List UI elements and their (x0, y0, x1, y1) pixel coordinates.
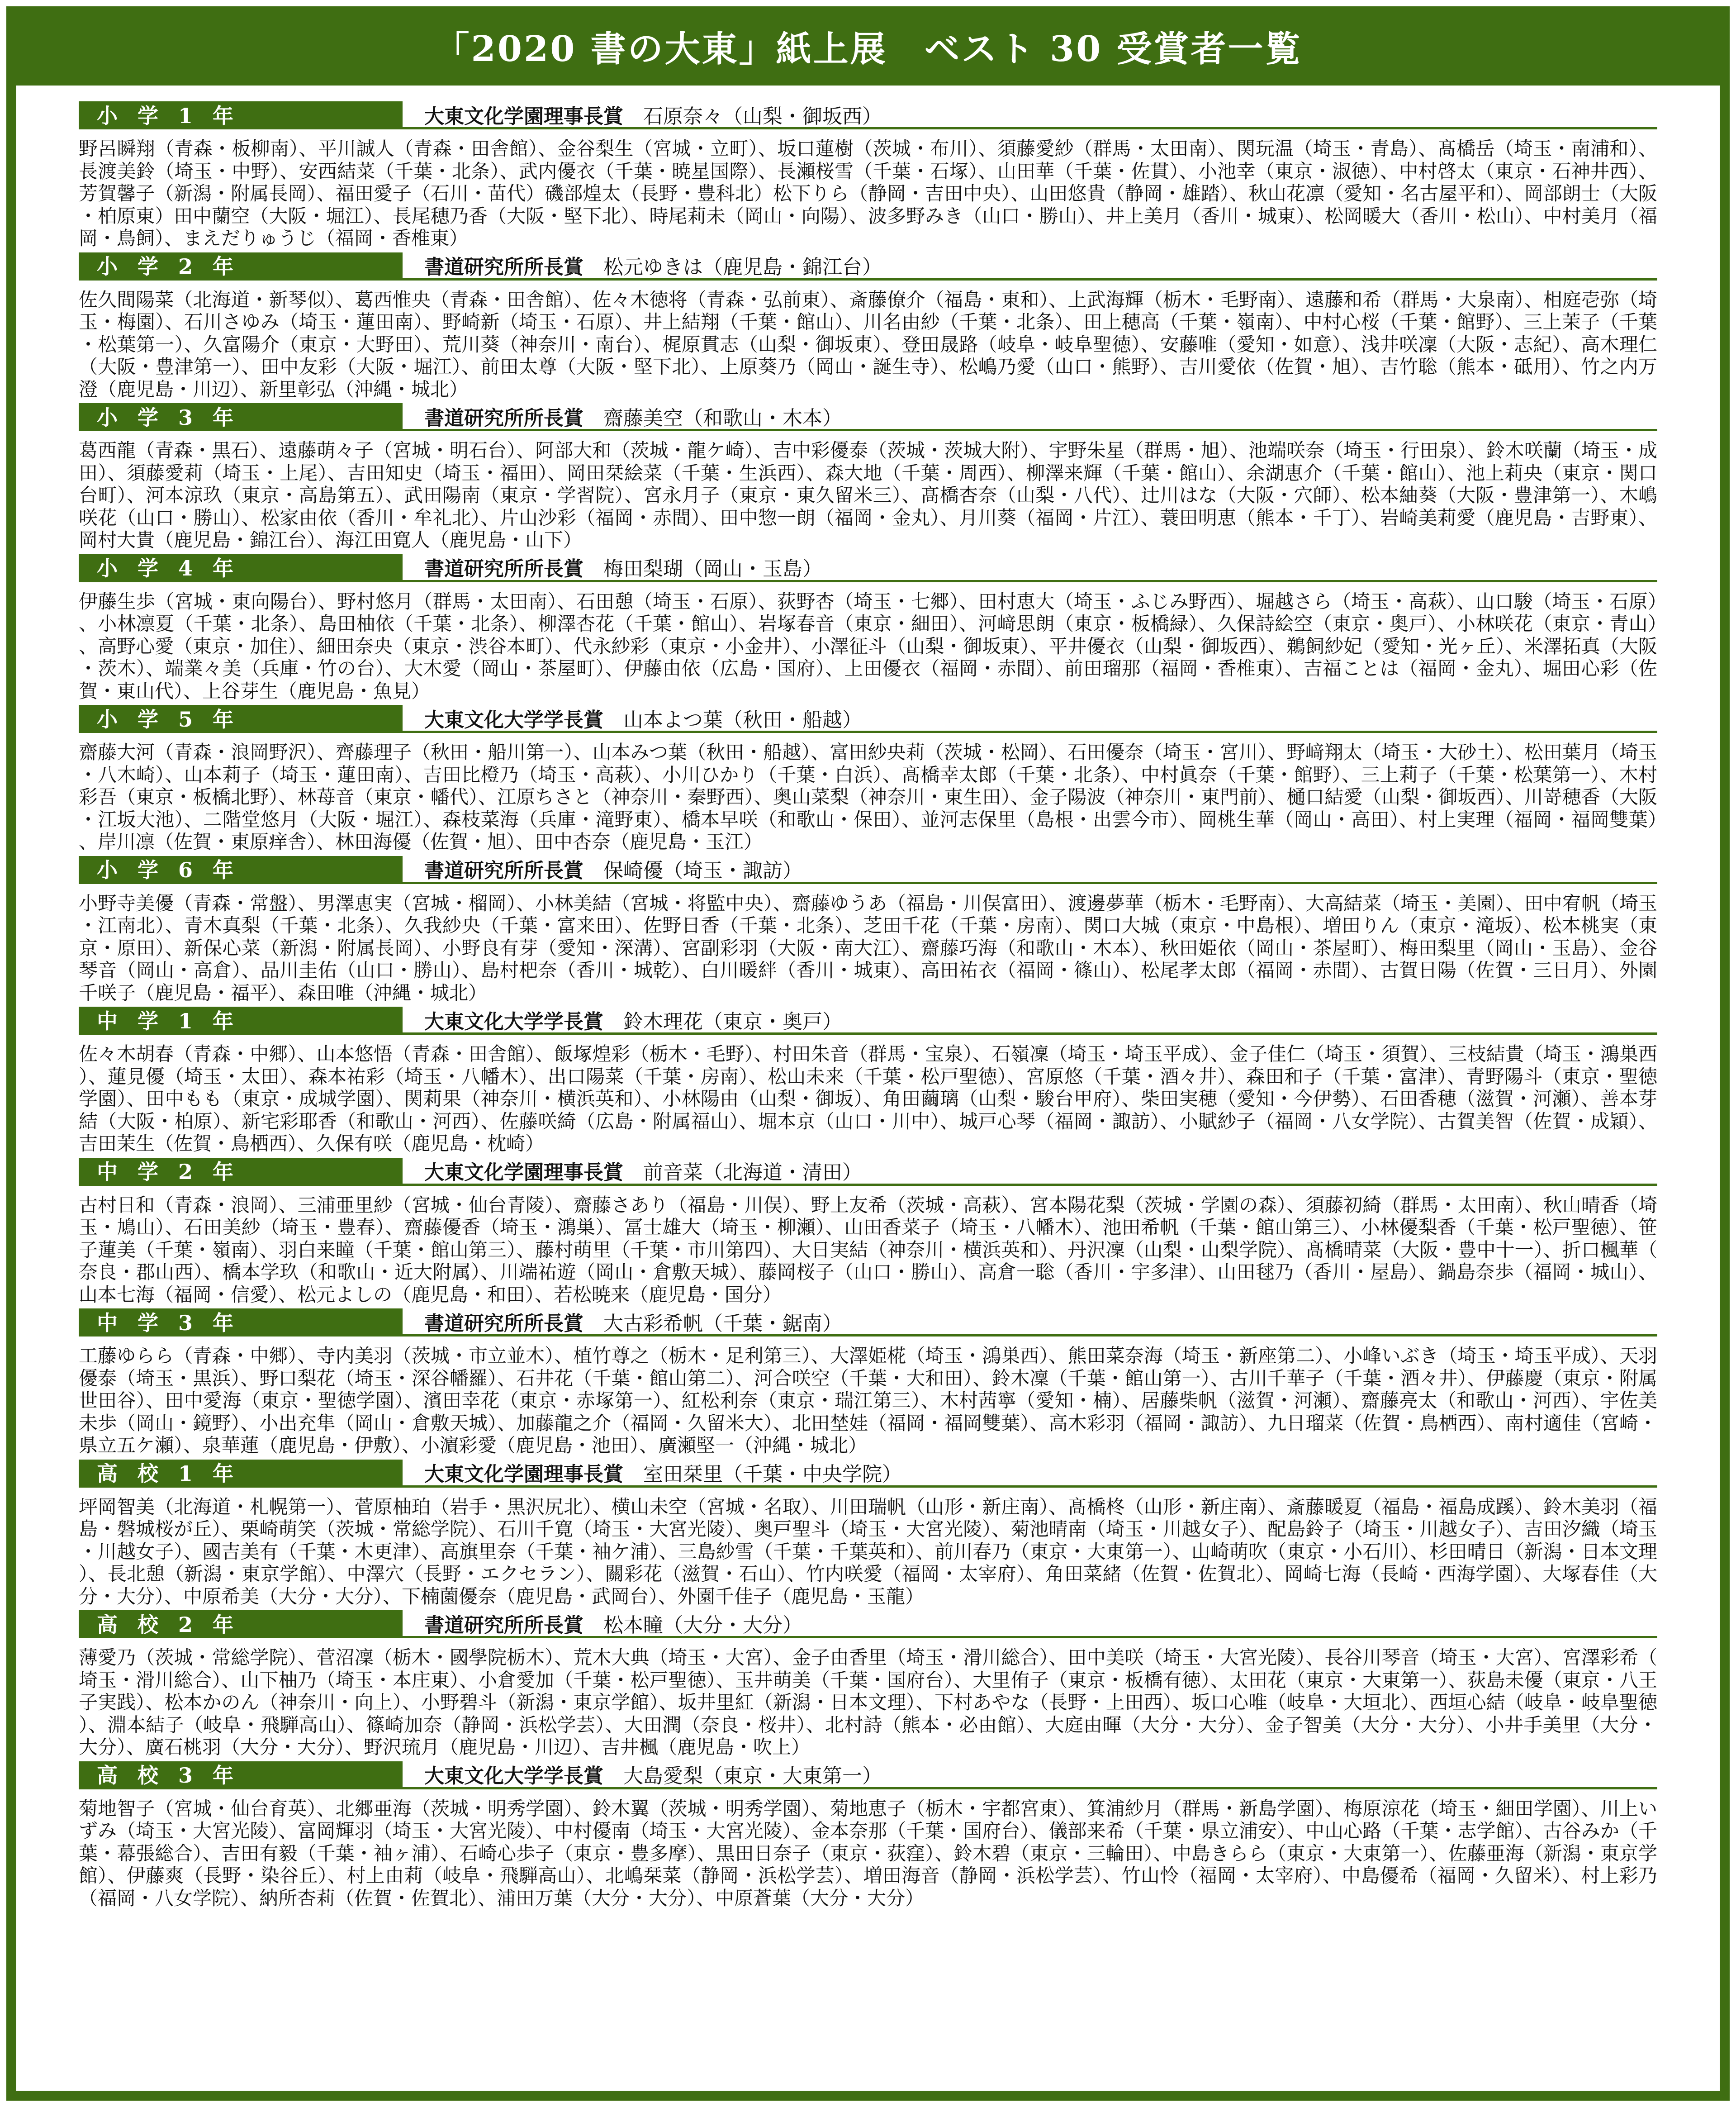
award-winner: 梅田梨瑚（岡山・玉島） (603, 557, 822, 580)
winners-list: 葛西龍（青森・黒石）、遠藤萌々子（宮城・明石台）、阿部大和（茨城・龍ケ崎）、吉中彩優泰（茨城・茨城大附）、宇野朱星（群馬・旭）、池端咲奈（埼玉・行田泉）、鈴木咲蘭（埼玉・成田）、須藤愛莉（埼玉・上尾）、吉田知史（埼玉・福田）、岡田栞絵菜（千葉・生浜西）、森大地（千葉・周西）、柳澤来輝（千葉・館山）、余湖恵介（千葉・館山）、池上莉央（東京・関口台町）、河本涼玖（東京・高島第五）、武田陽南（東京・学習院）、宮永月子（東京・東久留米三）、髙橋杏奈（山梨・八代）、辻川はな（大阪・穴師）、松本紬葵（大阪・豊津第一）、木嶋咲花（山口・勝山）、松家由依（香川・牟礼北）、片山沙彩（福岡・赤間）、田中惣一朗（福岡・金丸）、月川葵（福岡・片江）、蓑田明恵（熊本・千丁）、岩崎美莉愛（鹿児島・吉野東）、岡村大貴（鹿児島・錦江台）、海江田寛人（鹿児島・山下） (79, 439, 1657, 551)
award-line (403, 1460, 902, 1485)
award-line (403, 856, 802, 882)
award-line (403, 1007, 842, 1032)
grade-section (79, 554, 1657, 705)
winners-list: 薄愛乃（茨城・常総学院）、菅沼凜（栃木・國學院栃木）、荒木大典（埼玉・大宮）、金子由香里（埼玉・滑川総合）、田中美咲（埼玉・大宮光陵）、長谷川琴音（埼玉・大宮）、宮澤彩希（埼玉・滑川総合）、山下柚乃（埼玉・本庄東）、小倉愛加（千葉・松戸聖徳）、玉井萌美（千葉・国府台）、大里侑子（東京・板橋有徳）、太田花（東京・大東第一）、荻島未優（東京・八王子実践）、松本かのん（神奈川・向上）、小野碧斗（新潟・東京学館）、坂井里紅（新潟・日本文理）、下村あやな（長野・上田西）、坂口心唯（岐阜・大垣北）、西垣心結（岐阜・岐阜聖徳）、淵本結子（岐阜・飛騨高山）、篠崎加奈（静岡・浜松学芸）、大田潤（奈良・桜井）、北村詩（熊本・必由館）、大庭由暉（大分・大分）、金子智美（大分・大分）、小井手美里（大分・大分）、廣石桃羽（大分・大分）、野沢琉月（鹿児島・川辺）、吉井楓（鹿児島・吹上） (79, 1646, 1657, 1758)
winners-list: 小野寺美優（青森・常盤）、男澤恵実（宮城・榴岡）、小林美結（宮城・将監中央）、齋藤ゆうあ（福島・川俣富田）、渡邊夢華（栃木・毛野南）、大高結菜（埼玉・美園）、田中宥帆（埼玉・江南北）、青木真梨（千葉・北条）、久我紗央（千葉・富来田）、佐野日香（千葉・北条）、芝田千花（千葉・房南）、関口大城（東京・中島根）、増田りん（東京・滝坂）、松本桃実（東京・原田）、新保心菜（新潟・附属長岡）、小野良有芽（愛知・深溝）、宮副彩羽（大阪・南大江）、齋藤巧海（和歌山・木本）、秋田姫依（岡山・茶屋町）、梅田梨里（岡山・玉島）、金谷琴音（岡山・高倉）、品川圭佑（山口・勝山）、島村杷奈（香川・城乾）、白川暖絆（香川・城東）、高田祐衣（福岡・篠山）、松尾孝太郎（福岡・赤間）、古賀日陽（佐賀・三日月）、外園千咲子（鹿児島・福平）、森田唯（沖縄・城北） (79, 892, 1657, 1004)
award-winner: 山本よつ葉（秋田・船越） (623, 708, 862, 732)
winners-list: 佐々木胡春（青森・中郷）、山本悠悟（青森・田舎館）、飯塚煌彩（栃木・毛野）、村田朱音（群馬・宝泉）、石嶺凜（埼玉・埼玉平成）、金子佳仁（埼玉・須賀）、三枝結貴（埼玉・鴻巣西）、蓮見優（埼玉・太田）、森本祐彩（埼玉・八幡木）、出口陽菜（千葉・房南）、松山未来（千葉・松戸聖徳）、宮原悠（千葉・酒々井）、森田和子（千葉・富津）、青野陽斗（東京・聖徳学園）、田中もも（東京・成城学園）、関莉果（神奈川・横浜英和）、小林陽由（山梨・御坂）、角田繭璃（山梨・駿台甲府）、柴田実穂（愛知・今伊勢）、石田香穂（滋賀・河瀬）、善本芽結（大阪・柏原）、新宅彩耶香（和歌山・河西）、佐藤咲綺（広島・附属福山）、堀本京（山口・川中）、城戸心琴（福岡・諏訪）、小賦紗子（福岡・八女学院）、古賀美智（佐賀・成穎）、吉田茉生（佐賀・鳥栖西）、久保有咲（鹿児島・枕崎） (79, 1043, 1657, 1155)
grade-label: 小 学 6 年 (79, 856, 403, 882)
award-name: 大東文化大学学長賞 (424, 1765, 603, 1788)
grade-section (79, 403, 1657, 554)
award-name: 書道研究所所長賞 (424, 406, 583, 430)
award-line (403, 101, 882, 127)
section-header (79, 1158, 1657, 1186)
section-header (79, 1610, 1657, 1638)
award-name: 書道研究所所長賞 (424, 1613, 583, 1637)
award-winner: 室田栞里（千葉・中央学院） (643, 1463, 902, 1486)
grade-label: 高 校 1 年 (79, 1460, 403, 1485)
award-line (403, 705, 862, 731)
section-header (79, 705, 1657, 733)
grade-section (79, 252, 1657, 404)
award-line (403, 252, 882, 278)
section-header (79, 1761, 1657, 1789)
section-header (79, 252, 1657, 281)
award-name: 書道研究所所長賞 (424, 256, 583, 279)
award-winner: 齋藤美空（和歌山・木本） (603, 406, 842, 430)
award-winner: 松元ゆきは（鹿児島・錦江台） (603, 256, 882, 279)
award-name: 大東文化大学学長賞 (424, 708, 603, 732)
award-winner: 鈴木理花（東京・奥戸） (623, 1010, 842, 1033)
grade-section (79, 101, 1657, 252)
grade-section (79, 1308, 1657, 1460)
award-name: 大東文化学園理事長賞 (424, 105, 623, 128)
award-line (403, 1158, 862, 1184)
award-winner: 大古彩希帆（千葉・鋸南） (603, 1312, 842, 1335)
grade-section (79, 705, 1657, 856)
award-line (403, 1610, 802, 1636)
award-line (403, 554, 822, 580)
winners-list: 佐久間陽菜（北海道・新琴似）、葛西惟央（青森・田舎館）、佐々木徳将（青森・弘前東）、斎藤僚介（福島・東和）、上武海輝（栃木・毛野南）、遠藤和希（群馬・大泉南）、相庭壱弥（埼玉・梅園）、石川さゆみ（埼玉・蓮田南）、野崎新（埼玉・石原）、井上結翔（千葉・館山）、川名由紗（千葉・北条）、田上穂高（千葉・嶺南）、中村心桜（千葉・館野）、三上茉子（千葉・松葉第一）、久富陽介（東京・大野田）、荒川葵（神奈川・南台）、梶原貫志（山梨・御坂東）、登田晟路（岐阜・岐阜聖徳）、安藤唯（愛知・如意）、浅井咲凜（大阪・志紀）、高木理仁（大阪・豊津第一）、田中友彩（大阪・堀江）、前田太尊（大阪・堅下北）、上原葵乃（岡山・誕生寺）、松嶋乃愛（山口・熊野）、吉川愛依（佐賀・旭）、吉竹聡（熊本・砥用）、竹之内万澄（鹿児島・川辺）、新里彰弘（沖縄・城北） (79, 288, 1657, 400)
content-panel (16, 86, 1720, 2091)
grade-section (79, 1158, 1657, 1309)
winners-list: 坪岡智美（北海道・札幌第一）、菅原柚珀（岩手・黒沢尻北）、横山未空（宮城・名取）、川田瑞帆（山形・新庄南）、髙橋柊（山形・新庄南）、斎藤暖夏（福島・福島成蹊）、鈴木美羽（福島・磐城桜が丘）、栗崎萌笑（茨城・常総学院）、石川千寛（埼玉・大宮光陵）、奥戸聖斗（埼玉・大宮光陵）、菊池晴南（埼玉・川越女子）、配島鈴子（埼玉・川越女子）、吉田汐織（埼玉・川越女子）、國吉美有（千葉・木更津）、高旗里奈（千葉・袖ケ浦）、三島紗雪（千葉・千葉英和）、前川春乃（東京・大東第一）、山崎萌吹（東京・小石川）、杉田晴日（新潟・日本文理）、長北憩（新潟・東京学館）、中澤穴（長野・エクセラン）、關彩花（滋賀・石山）、竹内咲愛（福岡・太宰府）、角田菜緒（佐賀・佐賀北）、岡崎七海（長崎・西海学園）、大塚春佳（大分・大分）、中原希美（大分・大分）、下楠薗優奈（鹿児島・武岡台）、外園千佳子（鹿児島・玉龍） (79, 1495, 1657, 1608)
award-winner: 大島愛梨（東京・大東第一） (623, 1765, 882, 1788)
section-header (79, 856, 1657, 884)
award-name: 大東文化大学学長賞 (424, 1010, 603, 1033)
grade-label: 中 学 3 年 (79, 1308, 403, 1334)
award-line (403, 1761, 882, 1787)
winners-list: 齋藤大河（青森・浪岡野沢）、齊藤理子（秋田・船川第一）、山本みつ葉（秋田・船越）、富田紗央莉（茨城・松岡）、石田優奈（埼玉・宮川）、野﨑翔太（埼玉・大砂土）、松田葉月（埼玉・八木崎）、山本莉子（埼玉・蓮田南）、吉田比橙乃（埼玉・高萩）、小川ひかり（千葉・白浜）、髙橋幸太郎（千葉・北条）、中村眞奈（千葉・館野）、三上莉子（千葉・松葉第一）、木村彩吾（東京・板橋北野）、林苺音（東京・幡代）、江原ちさと（神奈川・秦野西）、奥山菜梨（神奈川・東生田）、金子陽波（神奈川・東門前）、樋口結愛（山梨・御坂西）、川嵜穂香（大阪・江坂大池）、二階堂悠月（大阪・堀江）、森枝菜海（兵庫・滝野東）、橋本早咲（和歌山・保田）、並河志保里（島根・出雲今市）、岡桃生華（岡山・高田）、村上実理（福岡・福岡雙葉）、岸川凛（佐賀・東原痒舎）、林田海優（佐賀・旭）、田中杏奈（鹿児島・玉江） (79, 741, 1657, 853)
award-name: 書道研究所所長賞 (424, 859, 583, 882)
winners-list: 工藤ゆらら（青森・中郷）、寺内美羽（茨城・市立並木）、植竹尊之（栃木・足利第三）、大澤姫椛（埼玉・鴻巣西）、熊田菜奈海（埼玉・新座第二）、小峰いぶき（埼玉・埼玉平成）、天羽優泰（埼玉・黒浜）、野口梨花（埼玉・深谷幡羅）、石井花（千葉・館山第二）、河合咲空（千葉・大和田）、鈴木凜（千葉・館山第一）、古川千華子（千葉・酒々井）、伊藤慶（東京・附属世田谷）、田中愛海（東京・聖徳学園）、濱田幸花（東京・赤塚第一）、紅松利奈（東京・瑞江第三）、木村茜寧（愛知・楠）、居藤柴帆（滋賀・河瀬）、齋藤亮太（和歌山・河西）、宇佐美未歩（岡山・鏡野）、小出充隼（岡山・倉敷天城）、加藤龍之介（福岡・久留米大）、北田埜娃（福岡・福岡雙葉）、高木彩羽（福岡・諏訪）、九日瑠菜（佐賀・鳥栖西）、南村適佳（宮崎・県立五ケ瀬）、泉華蓮（鹿児島・伊敷）、小濵彩愛（鹿児島・池田）、廣瀬堅一（沖縄・城北） (79, 1345, 1657, 1456)
grade-label: 小 学 5 年 (79, 705, 403, 731)
section-header (79, 403, 1657, 431)
award-name: 書道研究所所長賞 (424, 557, 583, 580)
grade-section (79, 856, 1657, 1007)
grade-label: 小 学 3 年 (79, 403, 403, 429)
award-winner: 保崎優（埼玉・諏訪） (603, 859, 802, 882)
grade-label: 中 学 2 年 (79, 1158, 403, 1184)
award-winner: 前音菜（北海道・清田） (643, 1161, 862, 1184)
grade-section (79, 1460, 1657, 1611)
winners-list: 野呂瞬翔（青森・板柳南）、平川誠人（青森・田舎館）、金谷梨生（宮城・立町）、坂口蓮樹（茨城・布川）、須藤愛紗（群馬・太田南）、関玩温（埼玉・青島）、髙橋岳（埼玉・南浦和）、長渡美鈴（埼玉・中野）、安西結菜（千葉・北条）、武内優衣（千葉・暁星国際）、長瀬桜雪（千葉・石塚）、山田華（千葉・佐貫）、小池幸（東京・淑徳）、中村啓太（東京・石神井西）、芳賀馨子（新潟・附属長岡）、福田愛子（石川・苗代）磯部煌太（長野・豊科北）松下りら（静岡・吉田中央）、山田悠貴（静岡・雄踏）、秋山花凛（愛知・名古屋平和）、岡部朗士（大阪・柏原東）田中蘭空（大阪・堀江）、長尾穂乃香（大阪・堅下北）、時尾莉未（岡山・向陽）、波多野みき（山口・勝山）、井上美月（香川・城東）、松岡暖大（香川・松山）、中村美月（福岡・鳥飼）、まえだりゅうじ（福岡・香椎東） (79, 138, 1657, 249)
award-name: 書道研究所所長賞 (424, 1312, 583, 1335)
winners-list: 伊藤生歩（宮城・東向陽台）、野村悠月（群馬・太田南）、石田憩（埼玉・石原）、荻野杏（埼玉・七郷）、田村恵大（埼玉・ふじみ野西）、堀越さら（埼玉・高萩）、山口駿（埼玉・石原）、小林凛夏（千葉・北条）、島田柚依（千葉・北条）、柳澤杏花（千葉・館山）、岩塚春音（東京・細田）、河﨑思朗（東京・板橋緑）、久保詩絵空（東京・奥戸）、小林咲花（東京・青山）、高野心愛（東京・加住）、細田奈央（東京・渋谷本町）、代永紗彩（東京・小金井）、小澤征斗（山梨・御坂東）、平井優衣（山梨・御坂西）、鵜飼紗妃（愛知・光ヶ丘）、米澤拓真（大阪・茨木）、端業々美（兵庫・竹の台）、大木愛（岡山・茶屋町）、伊藤由依（広島・国府）、上田優衣（福岡・赤間）、前田瑠那（福岡・香椎東）、吉福ことは（福岡・金丸）、堀田心彩（佐賀・東山代）、上谷芽生（鹿児島・魚見） (79, 590, 1657, 702)
award-sections (79, 101, 1657, 1912)
winners-list: 古村日和（青森・浪岡）、三浦亜里紗（宮城・仙台青陵）、齋藤さあり（福島・川俣）、野上友希（茨城・高萩）、宮本陽花梨（茨城・学園の森）、須藤初綺（群馬・太田南）、秋山晴香（埼玉・鳩山）、石田美紗（埼玉・豊春）、齋藤優香（埼玉・鴻巣）、冨士雄大（埼玉・柳瀬）、山田香菜子（埼玉・八幡木）、池田希帆（千葉・館山第三）、小林優梨香（千葉・松戸聖徳）、笹子蓮美（千葉・嶺南）、羽白来瞳（千葉・館山第三）、藤村萌里（千葉・市川第四）、大日実結（神奈川・横浜英和）、丹沢凜（山梨・山梨学院）、髙橋晴菜（大阪・豊中十一）、折口楓華（奈良・郡山西）、橋本学玖（和歌山・近大附属）、川端祐遊（岡山・倉敷天城）、藤岡桜子（山口・勝山）、高倉一聡（香川・宇多津）、山田毬乃（香川・屋島）、鍋島奈歩（福岡・城山）、山本七海（福岡・信愛）、松元よしの（鹿児島・和田）、若松暁来（鹿児島・国分） (79, 1194, 1657, 1306)
grade-label: 高 校 3 年 (79, 1761, 403, 1787)
section-header (79, 1007, 1657, 1035)
section-header (79, 1308, 1657, 1336)
grade-section (79, 1610, 1657, 1761)
award-name: 大東文化学園理事長賞 (424, 1463, 623, 1486)
section-header (79, 554, 1657, 582)
grade-label: 中 学 1 年 (79, 1007, 403, 1032)
page-title: 「2020 書の大東」紙上展 ベスト 30 受賞者一覧 (434, 28, 1302, 70)
grade-label: 小 学 2 年 (79, 252, 403, 278)
grade-label: 小 学 4 年 (79, 554, 403, 580)
award-winner: 石原奈々（山梨・御坂西） (643, 105, 882, 128)
award-line (403, 403, 842, 429)
award-line (403, 1308, 842, 1334)
grade-section (79, 1007, 1657, 1158)
grade-label: 小 学 1 年 (79, 101, 403, 127)
winners-list: 菊地智子（宮城・仙台育英）、北郷亜海（茨城・明秀学園）、鈴木翼（茨城・明秀学園）、菊地恵子（栃木・宇都宮東）、箕浦紗月（群馬・新島学園）、梅原涼花（埼玉・細田学園）、川上いずみ（埼玉・大宮光陵）、富岡輝羽（埼玉・大宮光陵）、中村優南（埼玉・大宮光陵）、金本奈那（千葉・国府台）、儀部来希（千葉・県立浦安）、中山心路（千葉・志学館）、古谷みか（千葉・幕張総合）、吉田有毅（千葉・袖ヶ浦）、石崎心歩子（東京・豊多摩）、黒田日奈子（東京・荻窪）、鈴木碧（東京・三輪田）、中島きらら（東京・大東第一）、佐藤亜海（新潟・東京学館）、伊藤爽（長野・染谷丘）、村上由莉（岐阜・飛騨高山）、北嶋栞菜（静岡・浜松学芸）、増田海音（静岡・浜松学芸）、竹山怜（福岡・太宰府）、中島優希（福岡・久留米）、村上彩乃（福岡・八女学院）、納所杏莉（佐賀・佐賀北）、浦田万葉（大分・大分）、中原蒼葉（大分・大分） (79, 1797, 1657, 1909)
page-frame (6, 6, 1730, 2101)
grade-section (79, 1761, 1657, 1912)
section-header (79, 1460, 1657, 1488)
award-name: 大東文化学園理事長賞 (424, 1161, 623, 1184)
award-winner: 松本瞳（大分・大分） (603, 1613, 802, 1637)
grade-label: 高 校 2 年 (79, 1610, 403, 1636)
section-header (79, 101, 1657, 129)
